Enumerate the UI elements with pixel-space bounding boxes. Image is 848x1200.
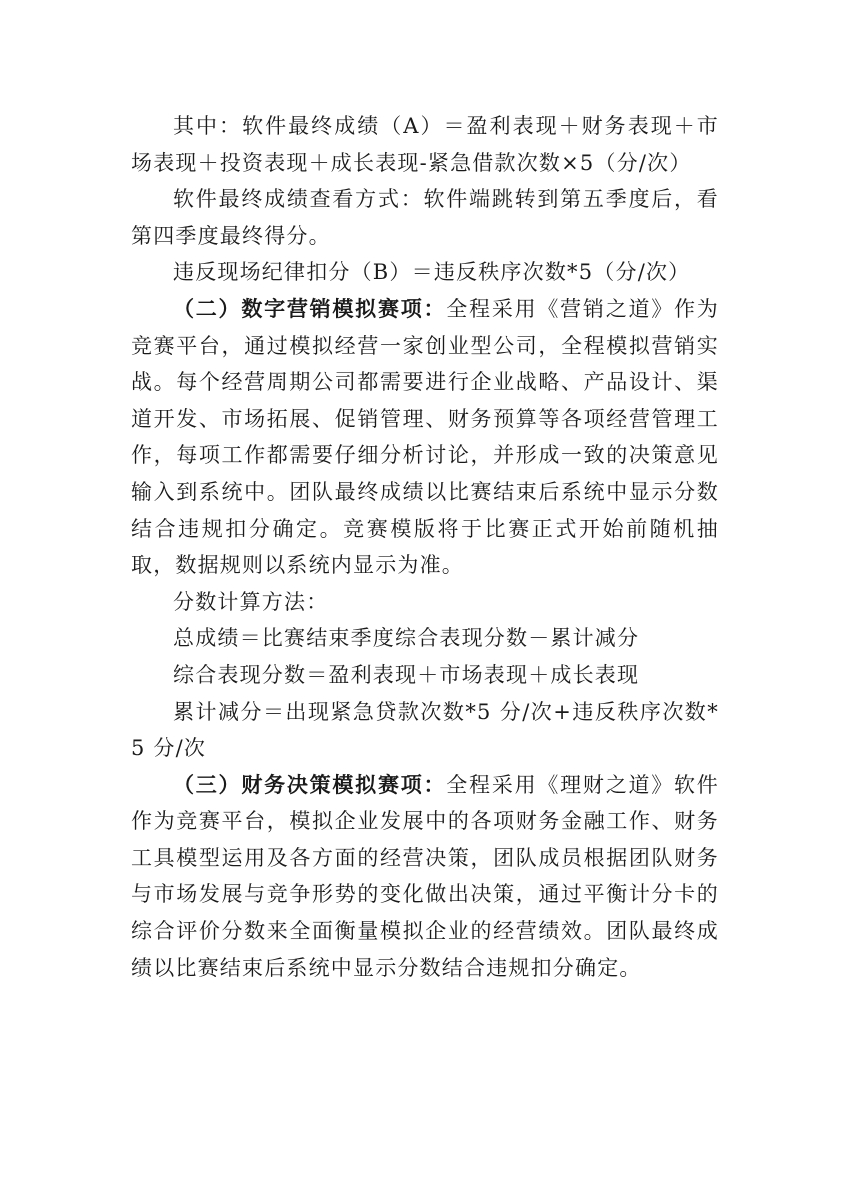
section-heading: （二）数字营销模拟赛项： bbox=[173, 295, 447, 321]
paragraph-text: 全程采用《理财之道》软件作为竞赛平台，模拟企业发展中的各项财务金融工作、财务工具模型运用及各方面的经营决策，团队成员根据团队财务与市场发展与竞争形势的变化做出决策，通过平衡计分卡的综合评价分数来全面衡量模拟企业的经营绩效。团队最终成绩以比赛结束后系统中显示分数结合违规扣分确定。 bbox=[131, 772, 719, 980]
paragraph-text: 分数计算方法： bbox=[173, 589, 329, 614]
paragraph-overall-score-formula bbox=[131, 657, 719, 694]
paragraph-text: 累计减分＝出现紧急贷款次数*5 分/次+违反秩序次数*5 分/次 bbox=[131, 699, 719, 761]
paragraph-text: 总成绩＝比赛结束季度综合表现分数－累计减分 bbox=[173, 626, 640, 651]
section-heading: （三）财务决策模拟赛项： bbox=[173, 771, 447, 797]
paragraph-deduction-formula bbox=[131, 694, 719, 767]
paragraph-score-view-method bbox=[131, 181, 719, 254]
paragraph-discipline-deduction bbox=[131, 254, 719, 291]
paragraph-text: 软件最终成绩查看方式：软件端跳转到第五季度后，看第四季度最终得分。 bbox=[131, 187, 719, 248]
paragraph-digital-marketing bbox=[131, 291, 719, 584]
document-page bbox=[131, 108, 719, 986]
paragraph-text: 其中：软件最终成绩（A）＝盈利表现＋财务表现＋市场表现＋投资表现＋成长表现-紧急借款次数×5（分/次） bbox=[131, 114, 719, 175]
paragraph-text: 全程采用《营销之道》作为竞赛平台，通过模拟经营一家创业型公司，全程模拟营销实战。每个经营周期公司都需要进行企业战略、产品设计、渠道开发、市场拓展、促销管理、财务预算等各项经营管理工作，每项工作都需要仔细分析讨论，并形成一致的决策意见输入到系统中。团队最终成绩以比赛结束后系统中显示分数结合违规扣分确定。竞赛模版将于比赛正式开始前随机抽取，数据规则以系统内显示为准。 bbox=[131, 296, 719, 578]
paragraph-text: 违反现场纪律扣分（B）＝违反秩序次数*5（分/次） bbox=[173, 260, 691, 285]
paragraph-total-score-formula bbox=[131, 620, 719, 657]
paragraph-software-score-formula bbox=[131, 108, 719, 181]
paragraph-text: 综合表现分数＝盈利表现＋市场表现＋成长表现 bbox=[173, 662, 640, 687]
paragraph-score-method-label bbox=[131, 584, 719, 621]
paragraph-financial-decision bbox=[131, 767, 719, 987]
